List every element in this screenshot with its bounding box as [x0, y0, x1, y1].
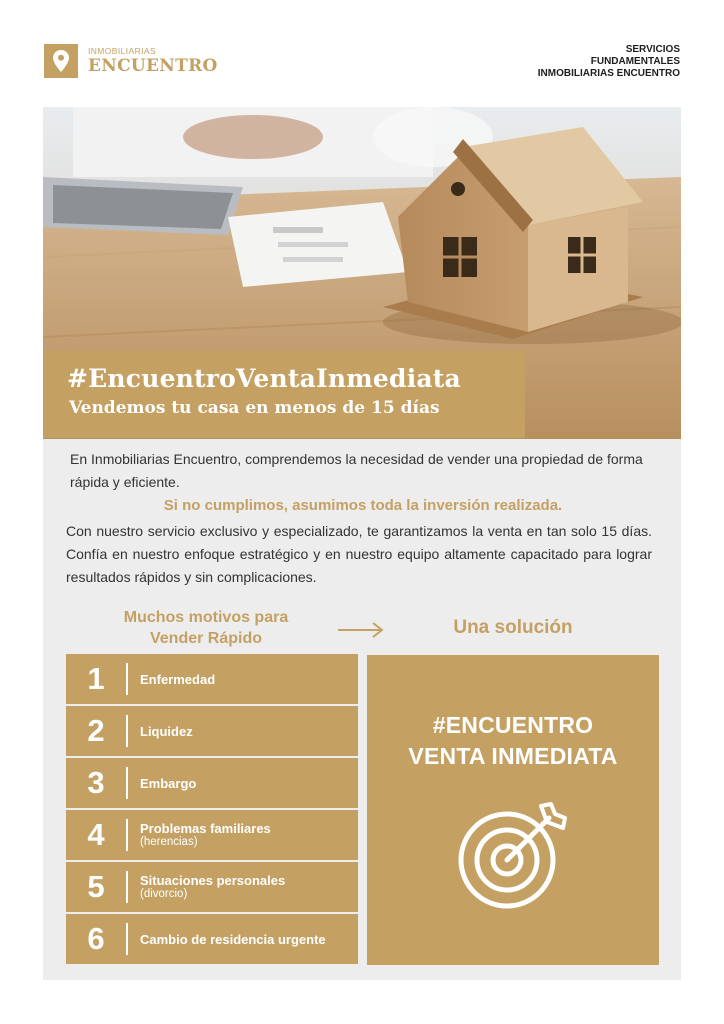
- reason-label: [140, 724, 193, 739]
- reason-label: [140, 821, 271, 849]
- brand-small-text: INMOBILIARIAS: [88, 45, 157, 56]
- solution-box: [367, 655, 659, 965]
- brand-big-text: ENCUENTRO: [88, 56, 218, 77]
- reason-item: [66, 914, 358, 964]
- body-paragraph: Con nuestro servicio exclusivo y especializado, te garantizamos la venta en tan solo 15 días. Confía en nuestro enfoque estratégico y en nuestro equipo altamente capacitado para lograr resultados rápidos y sin complicaciones.: [66, 523, 652, 585]
- guarantee-highlight: Si no cumplimos, asumimos toda la inversión realizada.: [163, 497, 563, 514]
- reason-divider: [126, 819, 128, 851]
- reasons-list: [66, 654, 358, 966]
- reason-item: [66, 862, 358, 912]
- reason-number: 4: [87, 817, 105, 852]
- reason-label-text: Enfermedad: [140, 671, 216, 687]
- reason-divider: [126, 663, 128, 695]
- banner-title: #EncuentroVentaInmediata: [67, 364, 461, 393]
- reason-number: 6: [87, 921, 105, 956]
- reason-label-text: Problemas familiares: [140, 821, 271, 836]
- reason-label-text: Liquidez: [140, 723, 193, 739]
- reason-divider: [126, 767, 128, 799]
- reason-label: [140, 932, 326, 947]
- reasons-heading: [96, 607, 316, 649]
- reason-item: [66, 654, 358, 704]
- reason-item: [66, 758, 358, 808]
- reason-divider: [126, 923, 128, 955]
- reason-label-text: Cambio de residencia urgente: [140, 931, 326, 947]
- reason-item: [66, 810, 358, 860]
- reason-number: 2: [87, 713, 105, 748]
- intro-paragraph: En Inmobiliarias Encuentro, comprendemos la necesidad de vender una propiedad de forma rápida y eficiente.: [70, 451, 643, 490]
- reasons-heading-line: Muchos motivos para: [123, 609, 289, 626]
- reasons-heading-line: Vender Rápido: [149, 630, 263, 647]
- reason-number: 5: [87, 869, 105, 904]
- header-line: FUNDAMENTALES: [590, 56, 680, 67]
- reason-label: [140, 672, 215, 687]
- header-right-text: [538, 44, 680, 80]
- header-line: SERVICIOS: [625, 44, 680, 55]
- reason-label-text: Embargo: [140, 775, 197, 791]
- reason-number: 3: [87, 765, 105, 800]
- reason-number: 1: [87, 661, 105, 696]
- reason-divider: [126, 715, 128, 747]
- reason-label: [140, 776, 196, 791]
- reason-sublabel: (herencias): [140, 836, 198, 848]
- headline-banner: [43, 350, 525, 438]
- target-icon: [455, 800, 575, 916]
- solution-title-line: VENTA INMEDIATA: [408, 743, 618, 769]
- brand-logo[interactable]: [44, 44, 218, 78]
- reason-divider: [126, 871, 128, 903]
- reason-label: [140, 873, 285, 901]
- reason-item: [66, 706, 358, 756]
- banner-subtitle: Vendemos tu casa en menos de 15 días: [69, 398, 440, 418]
- solution-heading: Una solución: [453, 617, 573, 638]
- reason-sublabel: (divorcio): [140, 888, 188, 900]
- header-line: INMOBILIARIAS ENCUENTRO: [537, 68, 680, 79]
- reason-label-text: Situaciones personales: [140, 873, 286, 888]
- location-pin-icon: [44, 44, 78, 78]
- solution-title: [367, 710, 659, 772]
- solution-title-line: #ENCUENTRO: [432, 712, 594, 738]
- brand-name: [88, 47, 218, 76]
